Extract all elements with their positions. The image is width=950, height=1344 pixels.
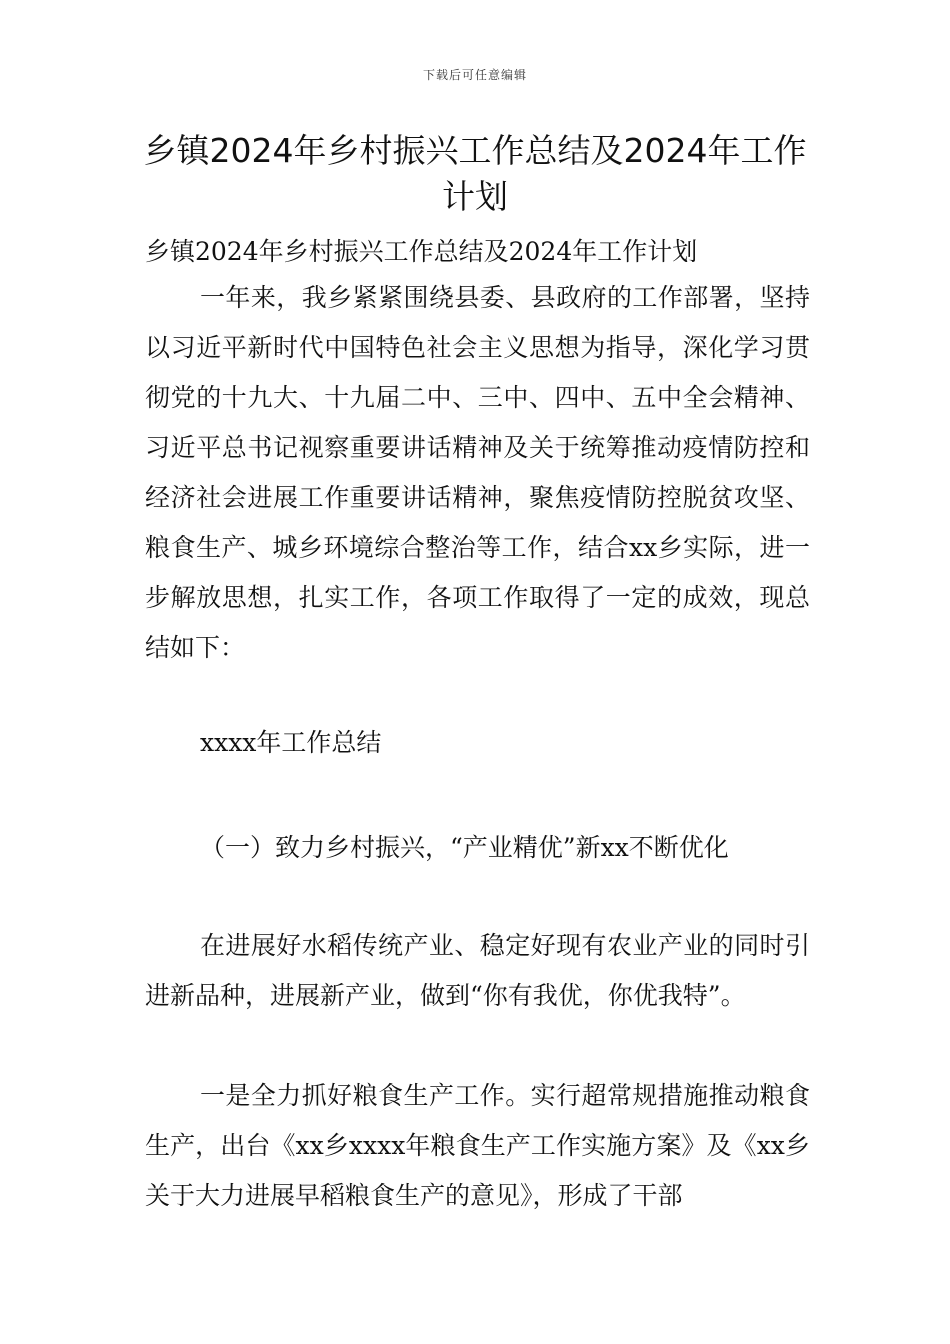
paragraph-grain: 一是全力抓好粮食生产工作。实行超常规措施推动粮食生产，出台《xx乡xxxx年粮食生产工作实施方案》及《xx乡关于大力进展早稻粮食生产的意见》，形成了干部: [145, 1081, 810, 1210]
document-title: 乡镇2024年乡村振兴工作总结及2024年工作计划: [143, 131, 807, 216]
section-heading-summary: xxxx年工作总结: [200, 728, 382, 757]
document-subtitle: 乡镇2024年乡村振兴工作总结及2024年工作计划: [145, 237, 698, 266]
header-note: 下载后可任意编辑: [422, 68, 527, 82]
paragraph-industry: 在进展好水稻传统产业、稳定好现有农业产业的同时引进新品种，进展新产业，做到“你有我优，你优我特”。: [145, 931, 810, 1010]
paragraph-intro: 一年来，我乡紧紧围绕县委、县政府的工作部署，坚持以习近平新时代中国特色社会主义思想为指导，深化学习贯彻党的十九大、十九届二中、三中、四中、五中全会精神、习近平总书记视察重要讲话精神及关于统筹推动疫情防控和经济社会进展工作重要讲话精神，聚焦疫情防控脱贫攻坚、粮食生产、城乡环境综合整治等工作，结合xx乡实际，进一步解放思想，扎实工作，各项工作取得了一定的成效，现总结如下：: [145, 283, 810, 662]
section-heading-1: （一）致力乡村振兴，“产业精优”新xx不断优化: [200, 833, 729, 862]
